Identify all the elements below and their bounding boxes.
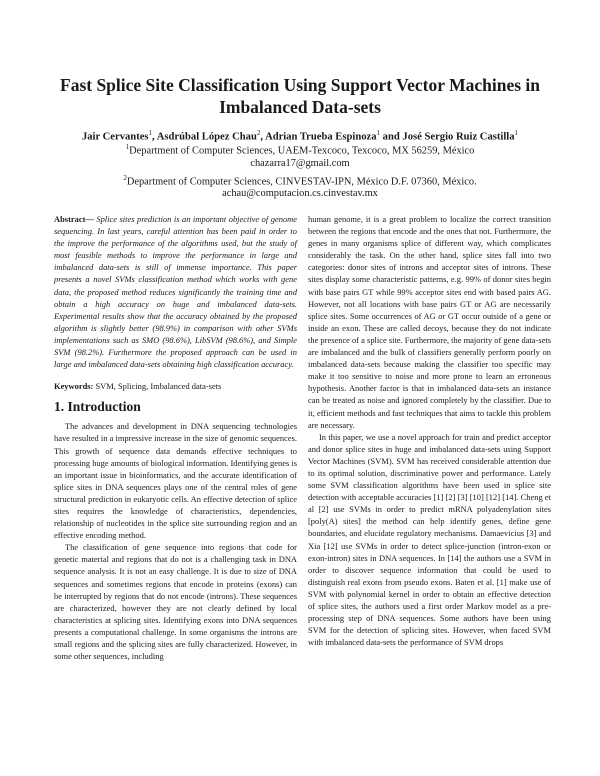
- keywords: [54, 380, 297, 392]
- affiliation-text: Department of Computer Sciences, CINVESTAV-IPN, México D.F. 07360, México.: [126, 176, 477, 188]
- right-column: [308, 213, 551, 648]
- affiliation-text: Department of Computer Sciences, UAEM-Texcoco, Texcoco, MX 56259, México: [129, 145, 475, 157]
- author-separator: and: [380, 131, 403, 143]
- body-paragraph: human genome, it is a great problem to localize the correct transition between the regions that encode and the ones that not. Furthermore, the genes in many organisms splice of different way, which complicates considerably the task. On the other hand, splice sites fall into two categories: donor sites of introns and acceptor sites of introns. These sites display some characteristic patterns, e.g. 99% of donor sites begin with base pairs GT while 99% acceptor sites end with based pairs AG. However, not all locations with base pairs GT or AG are necessarily splice sites. Some occurrences of AG or GT occur outside of a gene or inside an exon. These are called decoys, because they do not indicate the presence of a splice site. Furthermore, the majority of gene data-sets are imbalanced and the bulk of classifiers generally perform poorly on imbalanced data-sets because making the classifier too specific may make it too sensitive to noise and more prone to learn an erroneous hypothesis. Another factor is that in imbalanced data-sets an instance can be treated as noise and ignored completely by the classifier. Due to it, efficient methods and fast techniques that aims to tackle this problem are necessary.: [308, 214, 551, 430]
- author-name: Jair Cervantes: [81, 131, 149, 143]
- author-affiliation-mark: 1: [514, 129, 519, 137]
- author-name: José Sergio Ruiz Castilla: [402, 131, 515, 143]
- body-paragraph: In this paper, we use a novel approach for train and predict acceptor and donor splice sites in huge and imbalanced data-sets using Support Vector Machines (SVM). SVM has received considerable attention due to its optimal solution, discriminative power and performance. Lately some SVM classification algorithms have been used in splice site detection with acceptable accuracies [1] [2] [3] [10] [12] [14]. Cheng et al [2] use SVMs in order to predict mRNA polyadenylation sites [poly(A) sites] the method can help identify genes, define gene boundaries, and elucidate regulatory mechanisms. Damaevicius [3] and Xia [12] use SVMs in order to detect splice-junction (intron-exon or exon-intron) sites in DNA sequences. In [14] the authors use a SVM in order to discover sequence information that could be used to distinguish real exons from pseudo exons. Baten et al. [1] make use of SVM with polynomial kernel in order to obtain an effective detection of splice sites, the authors used a first order Markov model as a pre-processing step of DNA sequences. Some authors have been using SVM for the detection of splicing sites. However, when faced SVM with imbalanced data-sets the performance of SVM drops: [308, 431, 551, 648]
- left-column: [54, 213, 297, 662]
- affiliation-2-email: achau@computacion.cs.cinvestav.mx: [222, 188, 378, 199]
- affiliation-mark: 2: [123, 174, 127, 182]
- author-affiliation-mark: 2: [256, 129, 261, 137]
- author-separator: ,: [152, 131, 157, 143]
- abstract-text: Splice sites prediction is an important objective of genome sequencing. In last years, careful attention has been paid in order to the improve the performance of the algorithms used, but the study of most feasible methods to improve the performance in large and imbalanced data-sets is still of immense importance. This paper presents a novel SVMs classification method which works with gene data, the proposed method reduces significantly the training time and obtain a high accuracy on huge and imbalanced data-sets. Experimental results show that the accuracy obtained by the proposed algorithm is slightly better (98.9%) in comparison with other SVMs implementations such as SMO (98.6%), LibSVM (98.6%), and Simple SVM (98.2%). Furthermore the proposed approach can be used in large and imbalanced data-sets obtaining high classification accuracy.: [54, 214, 297, 370]
- section-heading: 1. Introduction: [54, 399, 141, 415]
- title-line-1: Fast Splice Site Classification Using Support Vector Machines in: [60, 75, 540, 95]
- author-separator: ,: [260, 131, 266, 143]
- abstract-heading: Abstract—: [54, 214, 94, 224]
- author-affiliation-mark: 1: [148, 129, 153, 137]
- author-affiliation-mark: 1: [376, 129, 381, 137]
- body-paragraph: The classification of gene sequence into regions that code for genetic material and regions that do not is a challenging task in DNA sequence analysis. It is not an easy challenge. It is due to size of DNA sequences and sometimes regions that encode in proteins (exons) can be interrupted by regions that do not encode (introns). These sequences are characterized, however they are not clearly defined by local characteristics at splicing sites. Identifying exons into DNA sequences presents a computational challenge. In some organisms the introns are small regions and the splicing sites are fully characterized. However, in some other sequences, including: [54, 542, 297, 662]
- author-name: Adrian Trueba Espinoza: [265, 131, 377, 143]
- paper-title: [40, 74, 560, 118]
- body-paragraph: The advances and development in DNA sequencing technologies have resulted in a impressive increase in the size of genomic sequences. This growth of sequence data demands effective techniques to processing huge amounts of biological information. Identifying genes is an important issue in bioinformatics, and the accurate identification of splice sites in DNA sequences plays one of the central roles of gene structural prediction in eukaryotic cells. An effective detection of splice sites requires the knowledge of characteristics, dependencies, relationship of nucleotides in the splice site surrounding region and an effective encoding method.: [54, 421, 297, 541]
- title-line-2: Imbalanced Data-sets: [219, 97, 381, 117]
- abstract: [54, 213, 297, 370]
- affiliation-1: [30, 141, 570, 157]
- keywords-heading: Keywords:: [54, 381, 94, 392]
- keywords-text: SVM, Splicing, Imbalanced data-sets: [93, 381, 222, 392]
- affiliation-2: [30, 172, 570, 188]
- affiliation-mark: 1: [125, 143, 130, 151]
- author-name: Asdrúbal López Chau: [156, 131, 257, 143]
- affiliation-1-email: chazarra17@gmail.com: [250, 158, 350, 169]
